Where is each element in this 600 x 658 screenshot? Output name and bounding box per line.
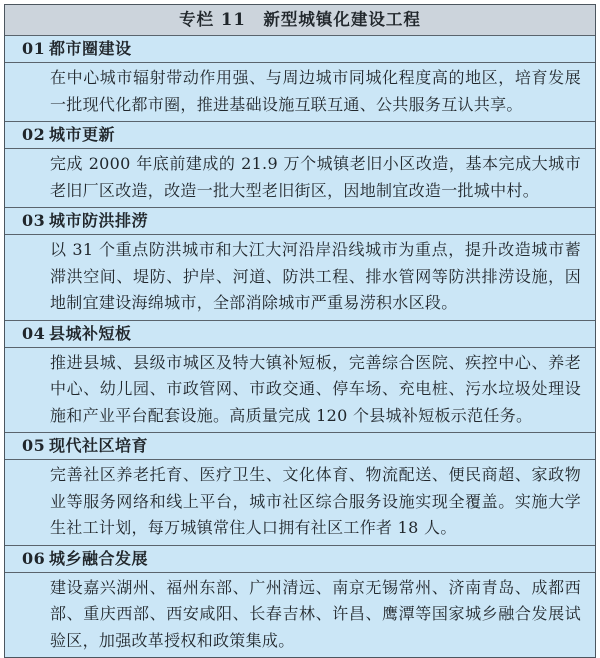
section-title: 现代社区培育 — [49, 436, 149, 455]
box-table — [4, 4, 596, 658]
section-chengshigengxin — [5, 122, 595, 208]
section-number: 02 — [22, 125, 46, 144]
section-title: 县城补短板 — [49, 323, 132, 343]
section-title: 都市圈建设 — [49, 39, 132, 58]
section-heading-row — [5, 36, 595, 63]
section-xiandaishequ — [5, 433, 595, 546]
section-title: 城乡融合发展 — [49, 548, 149, 568]
section-body-text: 在中心城市辐射带动作用强、与周边城市同城化程度高的地区，培育发展一批现代化都市圈，推进基础设施互联互通、公共服务互认共享。 — [5, 63, 595, 122]
box-title: 专栏 11 新型城镇化建设工程 — [5, 5, 595, 36]
section-heading-row — [5, 433, 595, 460]
section-chengxiangronghe — [5, 546, 595, 658]
section-title: 城市更新 — [49, 125, 116, 144]
section-heading-row — [5, 208, 595, 235]
section-body-text: 完善社区养老托育、医疗卫生、文化体育、物流配送、便民商超、家政物业等服务网络和线上平台，城市社区综合服务设施实现全覆盖。实施大学生社工计划，每万城镇常住人口拥有社区工作者 18 人。 — [5, 460, 595, 546]
section-heading-row — [5, 321, 595, 348]
section-heading-row — [5, 122, 595, 149]
section-xianchengbuduanban — [5, 321, 595, 434]
section-body-text: 建设嘉兴湖州、福州东部、广州清远、南京无锡常州、济南青岛、成都西部、重庆西部、西安咸阳、长春吉林、许昌、鹰潭等国家城乡融合发展试验区，加强改革授权和政策集成。 — [50, 577, 581, 650]
section-number: 01 — [22, 39, 46, 58]
section-title: 城市防洪排涝 — [49, 211, 149, 230]
section-number: 04 — [22, 323, 46, 343]
section-body-text: 完成 2000 年底前建成的 21.9 万个城镇老旧小区改造，基本完成大城市老旧厂区改造，改造一批大型老旧街区，因地制宜改造一批城中村。 — [5, 149, 595, 208]
section-dushiquan — [5, 36, 595, 122]
section-number: 05 — [22, 436, 46, 455]
section-fanghongpailao — [5, 208, 595, 321]
section-body-text: 推进县城、县级市城区及特大镇补短板，完善综合医院、疾控中心、养老中心、幼儿园、市政管网、市政交通、停车场、充电桩、污水垃圾处理设施和产业平台配套设施。高质量完成 120 个县城补短板示范任务。 — [5, 348, 595, 434]
section-number: 06 — [22, 548, 46, 568]
section-number: 03 — [22, 211, 46, 230]
section-heading-row — [5, 546, 595, 573]
section-body-text: 以 31 个重点防洪城市和大江大河沿岸沿线城市为重点，提升改造城市蓄滞洪空间、堤防、护岸、河道、防洪工程、排水管网等防洪排涝设施，因地制宜建设海绵城市，全部消除城市严重易涝积水区段。 — [5, 235, 595, 321]
